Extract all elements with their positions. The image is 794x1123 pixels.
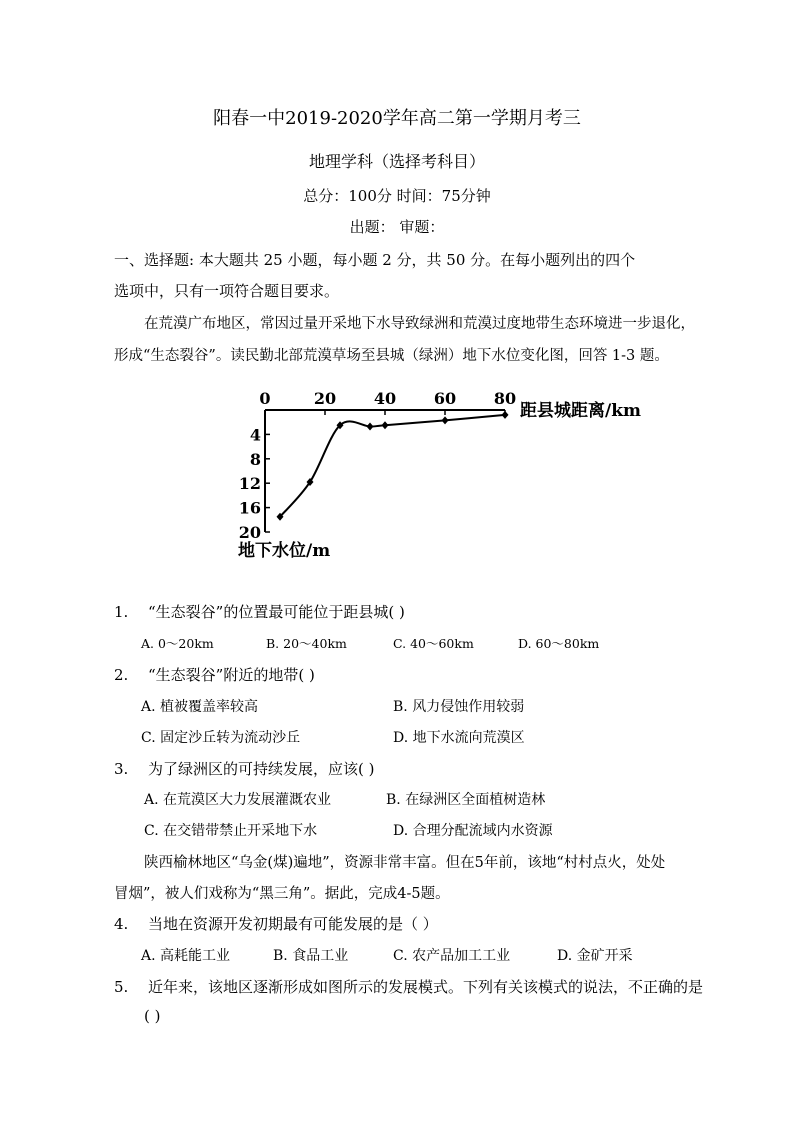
question-number: 1.: [114, 603, 129, 621]
question-2: [114, 664, 315, 685]
q2-option-d: D. 地下水流向荒漠区: [393, 730, 525, 746]
question-3: [114, 758, 374, 779]
passage2-line2: 冒烟”，被人们戏称为“黑三角”。据此，完成4-5题。: [114, 886, 450, 902]
q2-option-a: A. 植被覆盖率较高: [141, 699, 259, 715]
subject-title: 地理学科（选择考科目）: [308, 152, 485, 171]
chart-x-tick-label: 80: [493, 389, 517, 408]
question-number: 2.: [114, 666, 129, 684]
question-stem: “生态裂谷”附近的地带( ): [148, 666, 315, 684]
q4-option-d: D. 金矿开采: [557, 948, 633, 964]
chart-x-tick-label: 40: [373, 389, 397, 408]
question-stem: 为了绿洲区的可持续发展，应该( ): [148, 760, 375, 778]
question-stem: “生态裂谷”的位置最可能位于距县城( ): [148, 603, 405, 621]
chart-data-point: [367, 422, 374, 430]
question-1: [114, 601, 405, 622]
chart-x-tick-label: 20: [313, 389, 337, 408]
q3-option-d: D. 合理分配流域内水资源: [393, 823, 553, 839]
q3-option-b: B. 在绿洲区全面植树造林: [386, 792, 546, 808]
question-stem: 当地在资源开发初期最有可能发展的是（ ）: [148, 915, 438, 933]
chart-series-line: [280, 415, 505, 517]
section-heading-line2: 选项中，只有一项符合题目要求。: [114, 282, 340, 300]
q1-option-b: B. 20～40km: [266, 636, 347, 651]
passage1-line2: 形成“生态裂谷”。读民勤北部荒漠草场至县城（绿洲）地下水位变化图，回答 1-3 题。: [114, 348, 669, 364]
q4-option-a: A. 高耗能工业: [141, 948, 231, 964]
q1-option-c: C. 40～60km: [393, 636, 474, 651]
chart-y-tick-label: 20: [238, 523, 261, 542]
passage2-line1: 陕西榆林地区“乌金(煤)遍地”，资源非常丰富。但在5年前，该地“村村点火，处处: [144, 855, 666, 871]
q2-option-c: C. 固定沙丘转为流动沙丘: [141, 730, 301, 746]
score-time: 总分：100分 时间：75分钟: [303, 187, 491, 205]
q4-option-c: C. 农产品加工工业: [393, 948, 511, 964]
q4-option-b: B. 食品工业: [273, 948, 349, 964]
question-5-answer-blank: ( ): [144, 1007, 161, 1025]
question-4: [114, 913, 438, 934]
chart-x-axis-label: 距县城距离/km: [520, 401, 641, 421]
chart-y-tick-label: 12: [238, 474, 261, 494]
page-title: 阳春一中2019-2020学年高二第一学期月考三: [213, 108, 581, 129]
q3-option-a: A. 在荒漠区大力发展灌溉农业: [144, 792, 332, 808]
chart-y-tick-label: 8: [249, 449, 261, 469]
passage1-line1: 在荒漠广布地区，常因过量开采地下水导致绿洲和荒漠过度地带生态环境进一步退化，: [144, 316, 695, 332]
question-number: 3.: [114, 760, 129, 778]
chart-x-tick-label: 0: [259, 389, 271, 408]
chart-y-tick-label: 4: [249, 425, 261, 445]
chart-data-point: [382, 421, 389, 429]
question-5: [114, 976, 703, 997]
chart-x-tick-label: 60: [433, 389, 457, 408]
chart-y-tick-label: 16: [238, 498, 261, 518]
question-stem: 近年来，该地区逐渐形成如图所示的发展模式。下列有关该模式的说法，不正确的是: [148, 978, 704, 996]
q3-option-c: C. 在交错带禁止开采地下水: [144, 823, 318, 839]
q1-option-a: A. 0～20km: [141, 636, 214, 651]
question-number: 5.: [114, 978, 129, 996]
groundwater-chart: [230, 386, 690, 566]
q1-option-d: D. 60～80km: [518, 636, 600, 651]
chart-data-point: [502, 411, 509, 419]
question-number: 4.: [114, 915, 129, 933]
chart-y-axis-label: 地下水位/m: [238, 541, 331, 561]
setter-line: 出题： 审题：: [349, 218, 445, 236]
chart-data-point: [442, 416, 449, 424]
q2-option-b: B. 风力侵蚀作用较弱: [393, 699, 525, 715]
section-heading-line1: 一、选择题: 本大题共 25 小题，每小题 2 分，共 50 分。在每小题列出的四个: [114, 251, 636, 269]
